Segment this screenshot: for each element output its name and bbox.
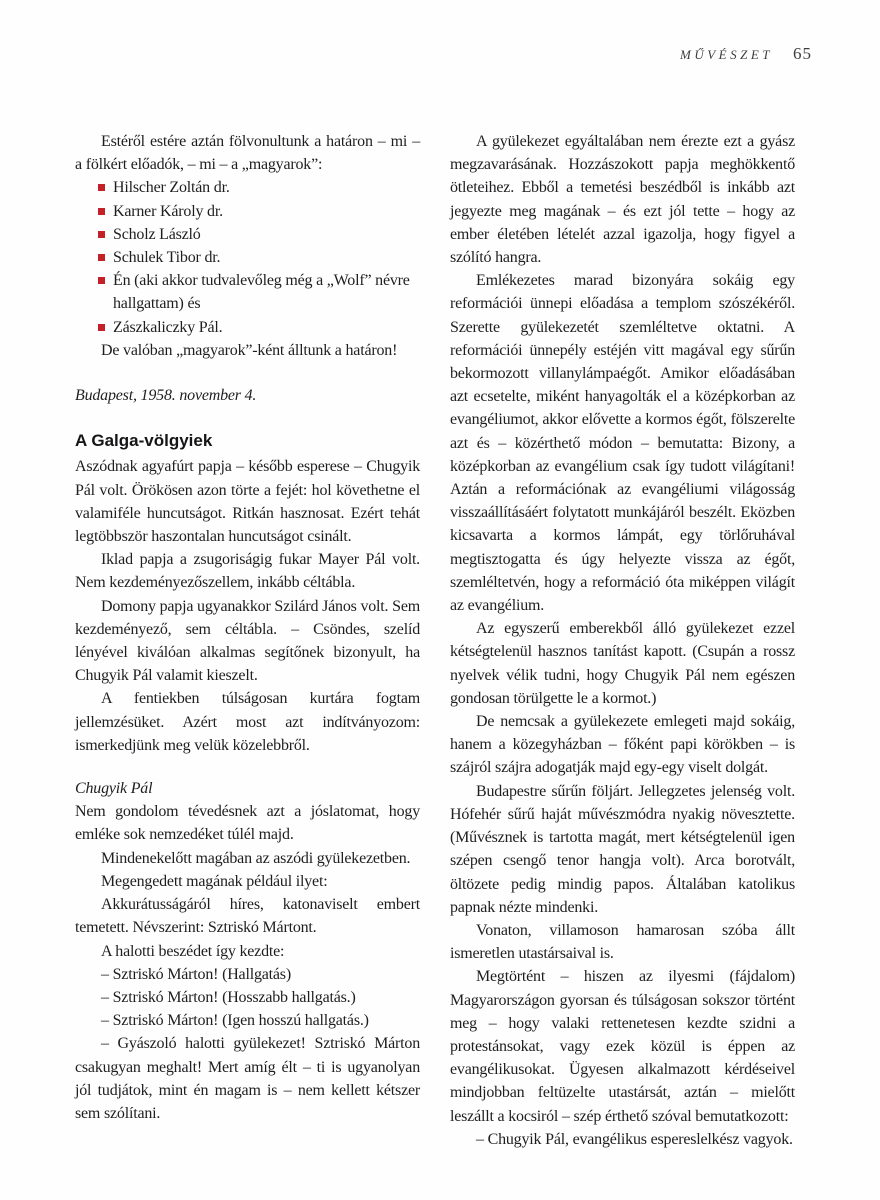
bullet-item-text: Scholz László	[113, 225, 201, 243]
paragraph: – Gyászoló halotti gyülekezet! Sztriskó Márton csakugyan meghalt! Mert amíg élt – ti is ugyanolyan jól tudjátok, mint én magam is – nem kellett kétszer sem szólítani.	[75, 1035, 420, 1122]
paragraph: – Sztriskó Márton! (Hosszabb hallgatás.)	[101, 988, 356, 1006]
bullet-square-icon	[98, 231, 105, 238]
bullet-square-icon	[98, 254, 105, 261]
paragraph: Emlékezetes marad bizonyára sokáig egy reformációi ünnepi előadása a templom szószékéről. Szerette gyülekezetét szemléltetve oktatni. A reformációi ünnepély estéjén vitt magával egy sűrűn bekormozott villanylámpaégőt. Amikor előadásában azt ecsetelte, miként hanyagolták el a középkorban az evangéliumot, akkor elővette a kormos égőt, fölszerelte azt és – közérthető módon – bemutatta: Bizony, a középkorban az evangélium csak így tudott világítani! Aztán a reformációnak az evangéliumi világosság visszaállításáért folytatott munkájáról beszélt. Eközben kicsavarta a kormos lámpát, egy törlőruhával megtisztogatta és úgy helyezte vissza az égőt, szemléltetvén, hogy a reformáció óta miképpen világít az evangélium.	[450, 272, 795, 615]
paragraph: De valóban „magyarok”-ként álltunk a határon!	[101, 341, 398, 359]
bullet-square-icon	[98, 208, 105, 215]
text-columns	[75, 130, 795, 1151]
bullet-item	[75, 316, 420, 339]
paragraph: Aszódnak agyafúrt papja – később esperese – Chugyik Pál volt. Örökösen azon törte a fejét: hol követhetne el valamiféle huncutságot. Ritkán hasznosat. Ezért tehát legtöbbször haszontalan huncutságot csinált.	[75, 458, 420, 546]
page-number: 65	[793, 44, 812, 63]
page-header	[680, 44, 812, 64]
paragraph: Megengedett magának például ilyet:	[101, 872, 328, 890]
paragraph: Vonaton, villamoson hamarosan szóba állt ismeretlen utastársaival is.	[450, 921, 795, 963]
subheading: Chugyik Pál	[75, 780, 153, 798]
bullet-item-text: Schulek Tibor dr.	[113, 249, 221, 267]
bullet-list	[75, 176, 420, 338]
bullet-item-text: Hilscher Zoltán dr.	[113, 179, 230, 197]
paragraph: A fentiekben túlságosan kurtára fogtam jellemzésüket. Azért most azt indítványozom: ismerkedjünk meg velük közelebbről.	[75, 690, 420, 754]
paragraph: Mindenekelőtt magában az aszódi gyülekezetben.	[101, 849, 411, 867]
bullet-item	[75, 246, 420, 269]
section-heading: A Galga-völgyiek	[75, 431, 213, 451]
bullet-item-text: Zászkaliczky Pál.	[113, 318, 223, 336]
paragraph: A halotti beszédet így kezdte:	[101, 942, 285, 960]
dateline: Budapest, 1958. november 4.	[75, 387, 257, 405]
paragraph: – Chugyik Pál, evangélikus espereslelkész vagyok.	[476, 1130, 793, 1148]
left-column	[75, 130, 420, 1151]
bullet-square-icon	[98, 184, 105, 191]
bullet-item	[75, 223, 420, 246]
paragraph: – Sztriskó Márton! (Igen hosszú hallgatás.)	[101, 1012, 369, 1030]
bullet-item	[75, 200, 420, 223]
right-column	[450, 130, 795, 1151]
paragraph: Akkurátusságáról híres, katonaviselt embert temetett. Névszerint: Sztriskó Mártont.	[75, 896, 420, 937]
section-label: MŰVÉSZET	[680, 47, 773, 62]
paragraph: Iklad papja a zsugoriságig fukar Mayer Pál volt. Nem kezdeményezőszellem, inkább céltábla.	[75, 551, 420, 592]
paragraph: Az egyszerű emberekből álló gyülekezet ezzel kétségtelenül hasznos tanítást kapott. (Csupán a rossz nyelvek vélik tudni, hogy Chugyik Pál nem egészen gondosan törülgette le a kormot.)	[450, 620, 795, 707]
bullet-square-icon	[98, 324, 105, 331]
paragraph: De nemcsak a gyülekezete emlegeti majd sokáig, hanem a közegyházban – főként papi körökben – is szájról szájra adogatják majd egy-egy viselt dolgát.	[450, 713, 795, 777]
paragraph: A gyülekezet egyáltalában nem érezte ezt a gyász megzavarásának. Hozzászokott papja meghökkentő ötleteihez. Ebből a temetési beszédből is inkább azt jegyezte meg magának – és ezt jól tette – hogy az ember életében lételét azzal igazolja, hogy figyel a szólító hangra.	[450, 133, 795, 267]
paragraph: Nem gondolom tévedésnek azt a jóslatomat, hogy emléke sok nemzedéket túlél majd.	[75, 803, 420, 844]
paragraph: Budapestre sűrűn följárt. Jellegzetes jelenség volt. Hófehér sűrű haját művészmódra nyakig növesztette. (Művésznek is tartotta magát, mert kétségtelenül igen szépen csengő tenor hangja volt). Arca borotvált, öltözete pedig mindig papos. Általában katolikus papnak nézte mindenki.	[450, 782, 795, 916]
bullet-item	[75, 269, 420, 315]
bullet-item-text: Karner Károly dr.	[113, 202, 223, 220]
paragraph: Megtörtént – hiszen az ilyesmi (fájdalom) Magyarországon gyorsan és túlságosan sokszor történt meg – hogy valaki rettenetesen kezdte szidni a protestánsokat, vagy ezek közül is éppen az evangélikusokat. Ügyesen alkalmazott kérdéseivel mindjobban feltüzelte utastársát, aztán – mielőtt leszállt a kocsiról – szép érthető szóval bemutatkozott:	[450, 968, 795, 1125]
bullet-item-text: Én (aki akkor tudvalevőleg még a „Wolf” névre hallgattam) és	[113, 272, 410, 313]
bullet-item	[75, 176, 420, 199]
paragraph: – Sztriskó Márton! (Hallgatás)	[101, 965, 291, 983]
bullet-square-icon	[98, 277, 105, 284]
paragraph: Estéről estére aztán fölvonultunk a határon – mi – a fölkért előadók, – mi – a „magyarok”:	[75, 133, 420, 174]
paragraph: Domony papja ugyanakkor Szilárd János volt. Sem kezdeményező, sem céltábla. – Csöndes, szelíd lényével kiválóan alkalmas segítőnek bizonyult, ha Chugyik Pál valamit kieszelt.	[75, 597, 420, 685]
